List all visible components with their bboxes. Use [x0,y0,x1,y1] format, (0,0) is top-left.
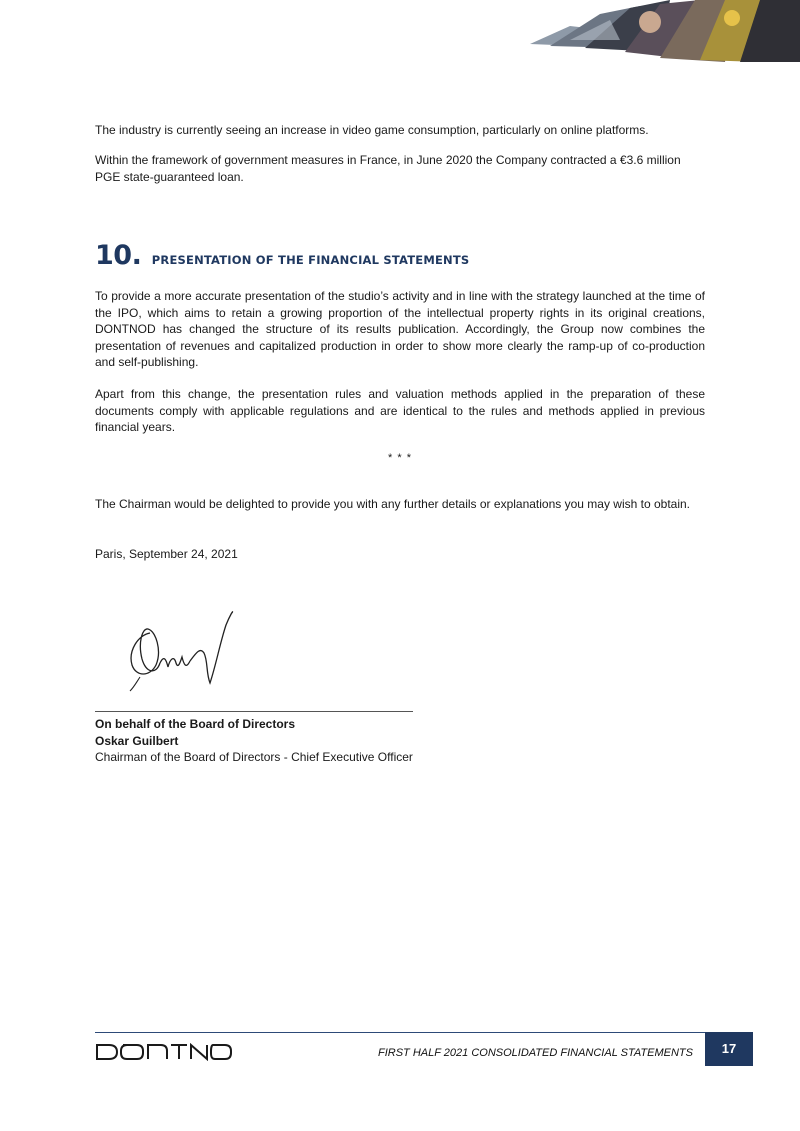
intro-paragraph-1: The industry is currently seeing an increase in video game consumption, particularly on online platforms. [95,123,649,137]
section-heading [95,240,705,271]
place-date: Paris, September 24, 2021 [95,547,238,561]
intro-block [95,122,705,139]
section-body-2 [95,386,705,436]
signatory-role: Chairman of the Board of Directors - Chief Executive Officer [95,750,413,764]
signature-line [95,711,413,712]
signatory-on-behalf: On behalf of the Board of Directors [95,717,296,731]
separator-stars: * * * [388,452,412,464]
intro-block-2 [95,152,695,185]
section-title: PRESENTATION OF THE FINANCIAL STATEMENTS [151,253,470,267]
section-body [95,288,705,371]
handwritten-signature [120,603,250,698]
closing-paragraph: The Chairman would be delighted to provide you with any further details or explanations you may wish to obtain. [95,497,691,511]
footer-rule [95,1032,753,1033]
signatory-name: Oskar Guilbert [95,733,179,748]
section-paragraph-1: To provide a more accurate presentation of the studio’s activity and in line with the strategy launched at the time of the IPO, which aims to retain a growing proportion of the intellectual property rights in its original creations, DONTNOD has changed the structure of its results publication. Accordingly, the Group now combines the presentation of revenues and capitalized production in order to show more clearly the ramp-up of co-production and self-publishing. [95,289,705,369]
footer-document-title: FIRST HALF 2021 CONSOLIDATED FINANCIAL STATEMENTS [378,1047,693,1059]
intro-paragraph-2: Within the framework of government measures in France, in June 2020 the Company contracted a €3.6 million PGE state-guaranteed loan. [95,153,681,184]
section-paragraph-2: Apart from this change, the presentation rules and valuation methods applied in the preparation of these documents comply with applicable regulations and are identical to the rules and methods applied in previous financial years. [95,387,705,434]
dontnod-logo [95,1043,235,1061]
signatory-block [95,716,413,766]
svg-text:DONTNOD: DONTNOD [95,1043,101,1044]
game-screenshots-banner [510,0,800,62]
section-number: 10. [95,240,142,271]
page-number: 17 [705,1032,753,1066]
